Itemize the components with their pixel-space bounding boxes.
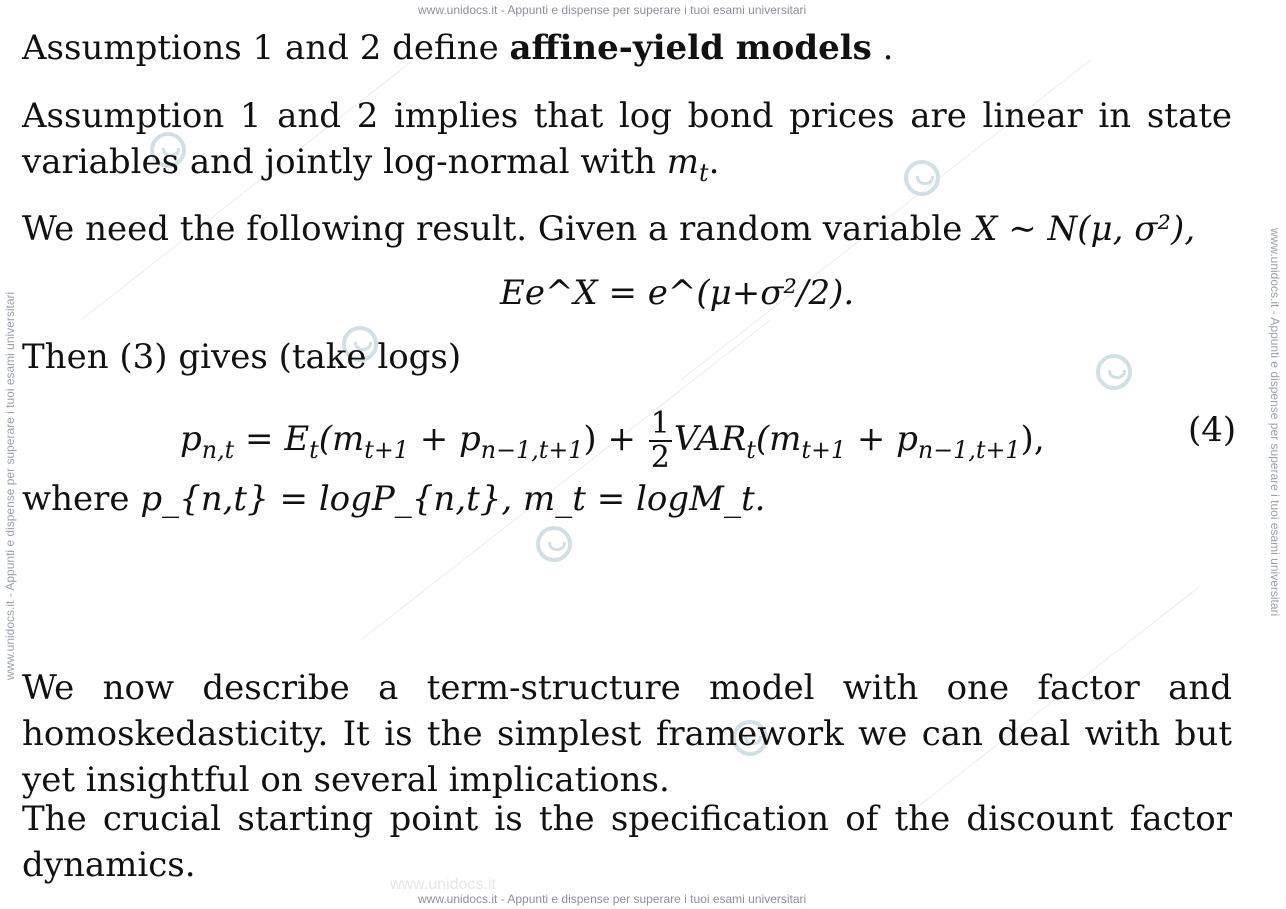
watermark-left: www.unidocs.it - Appunti e dispense per superare i tuoi esami universitari — [3, 291, 17, 680]
math-text: ) + — [583, 419, 647, 459]
math-sub: n−1,t+1 — [480, 435, 584, 464]
equation-expectation: Ee^X = e^(μ+σ²/2). — [500, 273, 855, 313]
text: Assumptions 1 and 2 define — [22, 28, 510, 68]
math-text: (m — [318, 419, 365, 459]
equation-bond-price: $p_{n,t} = E_t(m_{t+1} + p_{n-1,t+1})$ + $\frac{1}{2}$ $VAR_t(m_{t+1} + p_{n-1,t+1})$, — [180, 406, 1045, 475]
paragraph-term-structure: We now describe a term-structure model with one factor and homoskedasticity. It is the simplest framework we can deal with but yet insightful on several implications. — [22, 668, 1232, 800]
text: Assumption 1 and 2 implies that log bond prices are linear in state variables and jointly log-normal with — [22, 96, 1232, 182]
text: . — [871, 28, 894, 68]
fraction-numerator: 1 — [650, 406, 670, 441]
math-sub: t — [746, 435, 756, 464]
bold-term: affine-yield models — [509, 28, 872, 68]
text: . — [708, 142, 720, 182]
watermark-top: www.unidocs.it - Appunti e dispense per superare i tuoi esami universitari — [418, 3, 807, 17]
unidocs-logo-icon — [536, 526, 572, 562]
text: where — [22, 479, 141, 519]
math-var: p — [180, 419, 202, 459]
math-sub: n−1,t+1 — [917, 435, 1021, 464]
math-sub: n,t — [201, 435, 235, 464]
watermark-ghost: www.unidocs.it — [390, 876, 496, 893]
paragraph-discount-factor: The crucial starting point is the specification of the discount factor dynamics. — [22, 799, 1232, 885]
math-inline: p_{n,t} = logP_{n,t}, m_t = logM_t. — [140, 479, 766, 519]
text: We need the following result. Given a random variable — [22, 209, 974, 249]
fraction-denominator: 2 — [650, 440, 670, 475]
math-text: + p — [408, 419, 481, 459]
paragraph-then: Then (3) gives (take logs) — [22, 337, 462, 377]
paragraph-affine — [22, 25, 1232, 71]
math-sub: t+1 — [364, 435, 409, 464]
equation-number: (4) — [1188, 410, 1237, 450]
math-text: (m — [755, 419, 802, 459]
paragraph-result — [22, 206, 1232, 252]
math-sub: t — [698, 158, 709, 187]
watermark-bottom: www.unidocs.it - Appunti e dispense per superare i tuoi esami universitari — [418, 892, 807, 906]
math-text: , — [1033, 419, 1045, 459]
math-inline: X ∼ N(μ, σ²), — [973, 209, 1196, 249]
math-sub: t — [309, 435, 319, 464]
paragraph-where — [22, 476, 1232, 522]
watermark-right: www.unidocs.it - Appunti e dispense per superare i tuoi esami universitari — [1268, 228, 1282, 617]
math-text: + p — [846, 419, 918, 459]
math-var: m — [666, 142, 699, 182]
paragraph-lognormal — [22, 93, 1232, 196]
math-sub: t+1 — [801, 435, 847, 464]
math-var: VAR — [673, 419, 747, 459]
math-text: = E — [234, 419, 310, 459]
fraction — [649, 408, 672, 474]
